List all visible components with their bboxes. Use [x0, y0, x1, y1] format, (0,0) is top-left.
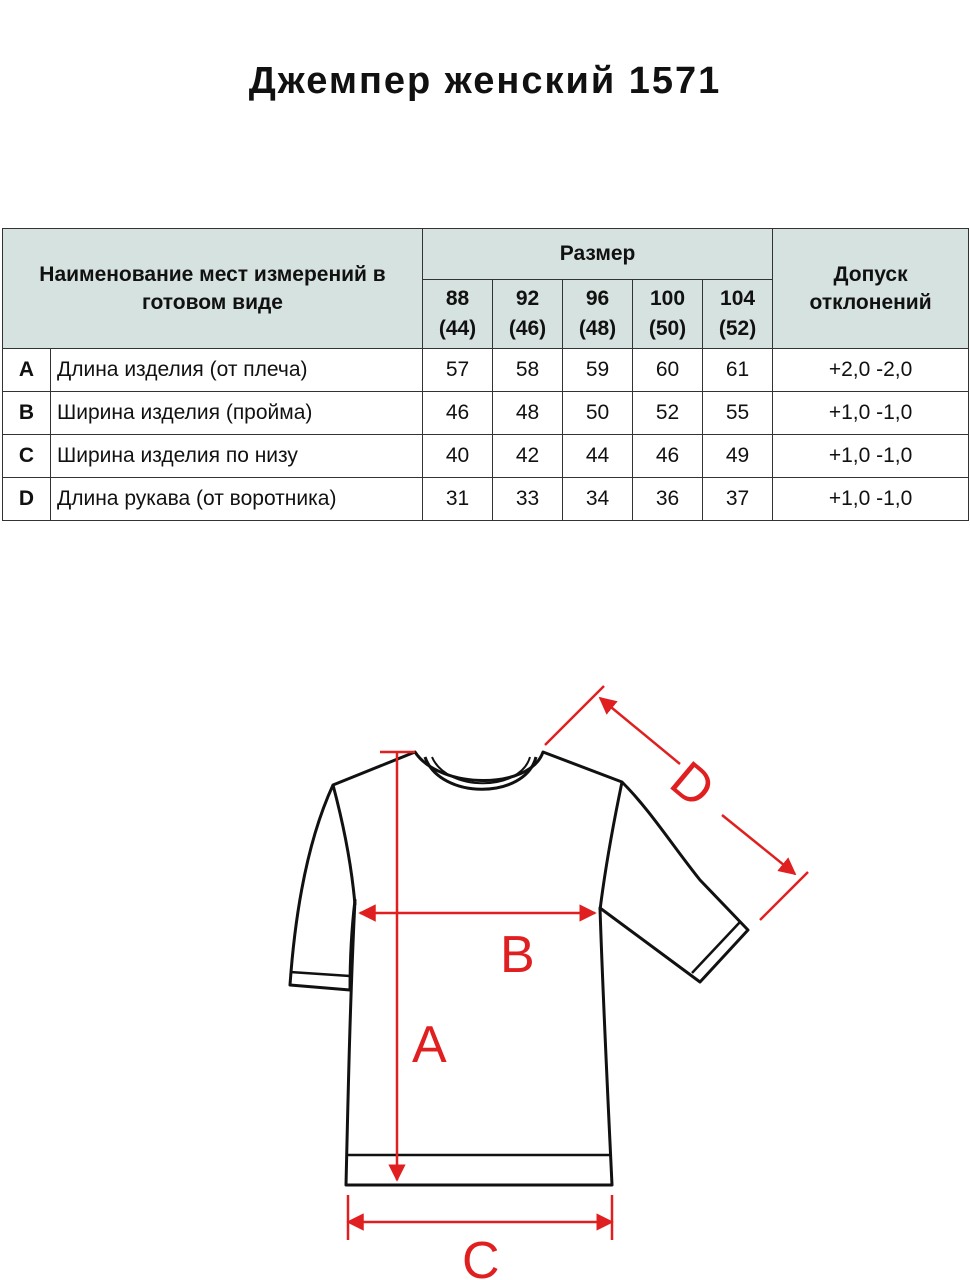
size-value: 100 [649, 287, 686, 310]
row-name: Длина рукава (от воротника) [51, 478, 423, 521]
measure-a-label: A [412, 1016, 447, 1074]
row-value: 46 [633, 435, 703, 478]
row-value: 44 [563, 435, 633, 478]
measure-d-tick-bottom [760, 872, 808, 920]
measure-d-line-bottom [722, 815, 795, 874]
measure-labels [412, 751, 725, 1280]
measure-b-label: B [500, 926, 535, 984]
garment-diagram [0, 670, 970, 1280]
table-row [3, 349, 969, 392]
row-value: 40 [423, 435, 493, 478]
row-value: 42 [493, 435, 563, 478]
row-value: 60 [633, 349, 703, 392]
size-column-header [703, 280, 773, 349]
row-tolerance: +2,0 -2,0 [773, 349, 969, 392]
row-value: 57 [423, 349, 493, 392]
row-value: 49 [703, 435, 773, 478]
row-value: 46 [423, 392, 493, 435]
row-tolerance: +1,0 -1,0 [773, 392, 969, 435]
measure-d-line-top [600, 698, 680, 764]
row-value: 52 [633, 392, 703, 435]
sleeve-seam-left [333, 785, 355, 905]
table-row [3, 392, 969, 435]
size-ru: (48) [578, 317, 617, 340]
table-row [3, 478, 969, 521]
table-row [3, 435, 969, 478]
measure-d-tick-top [545, 686, 604, 745]
size-column-header [493, 280, 563, 349]
size-value: 92 [515, 287, 540, 310]
sleeve-seam-right [600, 782, 622, 910]
size-value: 88 [445, 287, 470, 310]
size-header: Размер [423, 229, 773, 280]
row-tolerance: +1,0 -1,0 [773, 478, 969, 521]
measurements [348, 686, 808, 1240]
row-value: 59 [563, 349, 633, 392]
size-ru: (44) [438, 317, 477, 340]
row-value: 31 [423, 478, 493, 521]
row-value: 50 [563, 392, 633, 435]
row-letter: C [3, 435, 51, 478]
size-column-header [633, 280, 703, 349]
row-value: 36 [633, 478, 703, 521]
row-name: Длина изделия (от плеча) [51, 349, 423, 392]
row-letter: A [3, 349, 51, 392]
tolerance-header: Допуск отклонений [773, 229, 969, 349]
measurement-name-header: Наименование мест измерений в готовом виде [3, 229, 423, 349]
left-cuff [290, 972, 350, 976]
row-tolerance: +1,0 -1,0 [773, 435, 969, 478]
row-value: 61 [703, 349, 773, 392]
measure-d-label: D [659, 750, 726, 820]
size-column-header [423, 280, 493, 349]
measure-c-label: C [462, 1232, 500, 1280]
row-value: 37 [703, 478, 773, 521]
page-title: Джемпер женский 1571 [248, 60, 722, 102]
size-column-header [563, 280, 633, 349]
row-name: Ширина изделия по низу [51, 435, 423, 478]
size-value: 96 [585, 287, 610, 310]
row-letter: D [3, 478, 51, 521]
row-value: 33 [493, 478, 563, 521]
size-table [2, 228, 969, 521]
size-ru: (46) [508, 317, 547, 340]
row-value: 58 [493, 349, 563, 392]
size-value: 104 [720, 287, 756, 310]
row-value: 55 [703, 392, 773, 435]
row-value: 48 [493, 392, 563, 435]
row-value: 34 [563, 478, 633, 521]
row-name: Ширина изделия (пройма) [51, 392, 423, 435]
size-ru: (50) [648, 317, 687, 340]
size-ru: (52) [718, 317, 757, 340]
row-letter: B [3, 392, 51, 435]
